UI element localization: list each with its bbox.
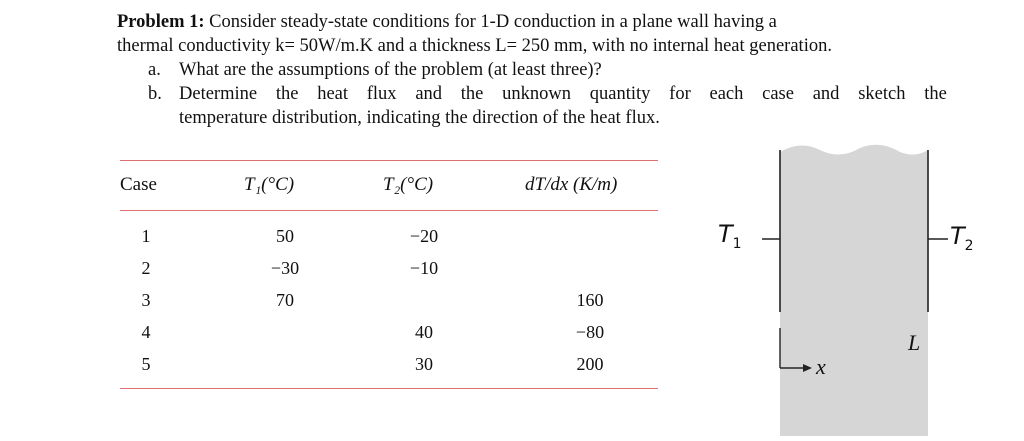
wall-body (780, 145, 928, 436)
x-axis-label: x (816, 354, 826, 379)
question-b-word: case (762, 84, 794, 104)
thickness-label: L (908, 330, 921, 355)
header-t1 (244, 174, 294, 196)
header-t1-text: T₁(°C) (244, 174, 295, 195)
wall-sketch (700, 140, 1000, 440)
header-dtdx (525, 174, 617, 196)
t2-symbol: T (950, 222, 965, 250)
plane-wall-diagram (700, 140, 1000, 440)
question-a-text: What are the assumptions of the problem (at least three)? (179, 60, 602, 80)
row-3-dtdx: 160 (576, 290, 604, 310)
header-dtdx-text: dT/dx (K/m) (525, 174, 618, 195)
t1-label (718, 220, 742, 252)
row-1-t1: 50 (276, 226, 294, 246)
question-b-word: heat (317, 84, 348, 104)
question-b-word: each (709, 84, 744, 104)
question-b-word: sketch (858, 84, 906, 104)
question-b-word: flux (366, 84, 397, 104)
problem-title: Problem 1: (117, 12, 205, 32)
question-b-word: the (275, 84, 299, 104)
t1-symbol: T (718, 220, 733, 248)
problem-intro-line-1 (117, 10, 947, 34)
row-3-t1: 70 (276, 290, 294, 310)
table-top-rule (120, 160, 658, 161)
row-1-case: 1 (141, 226, 151, 246)
problem-intro-text-1: Consider steady-state conditions for 1-D conduction in a plane wall having a (209, 12, 777, 32)
row-5-case: 5 (141, 354, 151, 374)
question-b-word: quantity (589, 84, 651, 104)
question-a (117, 58, 947, 82)
row-5-dtdx: 200 (576, 354, 604, 374)
row-3-case: 3 (141, 290, 151, 310)
question-b-text-line-1 (179, 82, 947, 106)
question-b-marker: b. (148, 84, 162, 104)
question-a-marker: a. (148, 60, 161, 80)
table-header-rule (120, 210, 658, 211)
row-4-case: 4 (141, 322, 151, 342)
row-2-t2: −10 (409, 258, 439, 278)
question-b-word: unknown (502, 84, 572, 104)
question-b-word: the (924, 84, 947, 104)
t2-subscript: 2 (964, 237, 974, 254)
row-4-t2: 40 (415, 322, 433, 342)
problem-intro-line-2: thermal conductivity k= 50W/m.K and a thickness L= 250 mm, with no internal heat generation. (117, 36, 832, 56)
question-b-word: for (669, 84, 691, 104)
question-b-word: and (812, 84, 840, 104)
row-2-case: 2 (141, 258, 151, 278)
header-t2 (383, 174, 433, 196)
question-b-word: the (460, 84, 484, 104)
question-b-word: Determine (179, 84, 258, 104)
row-2-t1: −30 (270, 258, 300, 278)
question-b (117, 82, 947, 130)
problem-statement (117, 10, 947, 130)
data-table (120, 160, 658, 392)
header-t2-text: T₂(°C) (383, 174, 434, 195)
t1-subscript: 1 (732, 235, 742, 252)
table-bottom-rule (120, 388, 658, 389)
t2-label (950, 222, 974, 254)
header-case: Case (120, 174, 157, 195)
row-5-t2: 30 (415, 354, 433, 374)
question-b-word: and (415, 84, 443, 104)
question-b-text-line-2: temperature distribution, indicating the direction of the heat flux. (179, 108, 660, 128)
row-4-dtdx: −80 (575, 322, 605, 342)
row-1-t2: −20 (409, 226, 439, 246)
